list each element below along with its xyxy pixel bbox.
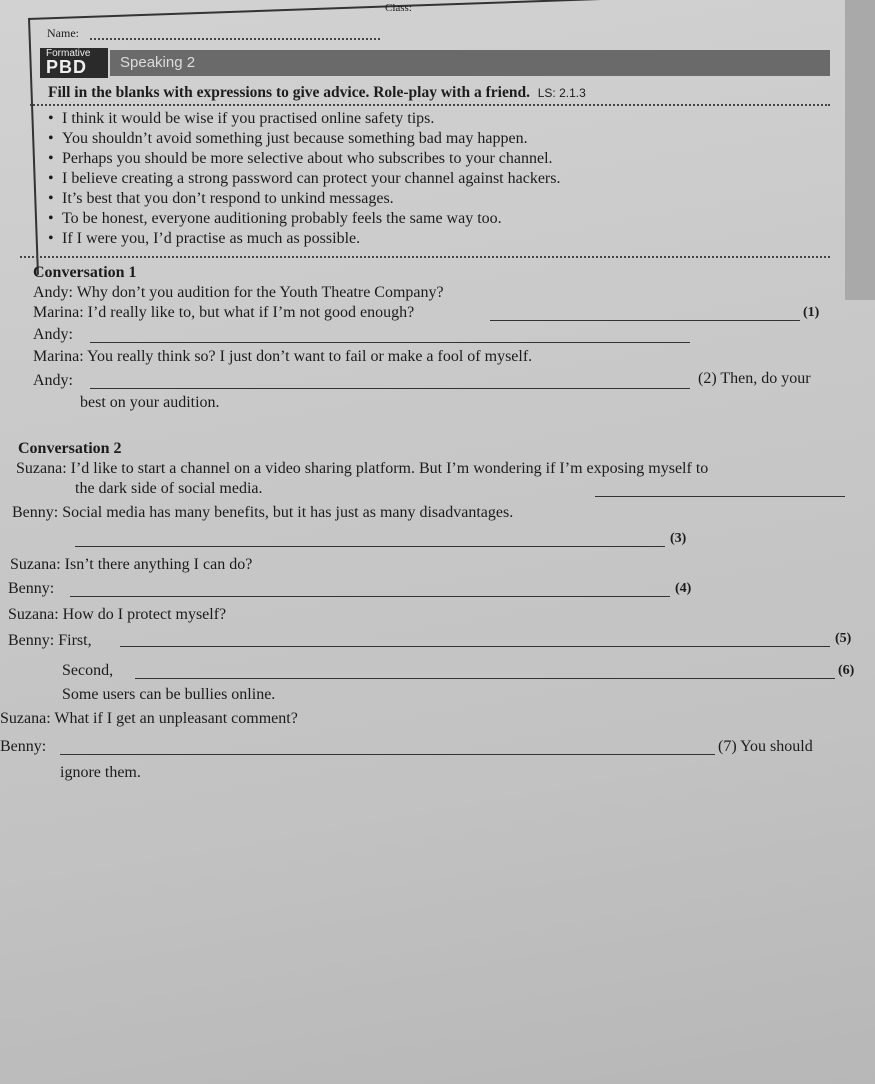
header-banner <box>110 50 830 76</box>
blank-7[interactable] <box>60 754 715 755</box>
expression-item: • You shouldn’t avoid something just because something bad may happen. <box>62 130 528 148</box>
dialogue-line: Some users can be bullies online. <box>62 686 276 703</box>
dialogue-line: Suzana: Isn’t there anything I can do? <box>10 556 253 573</box>
ls-code: LS: 2.1.3 <box>537 86 586 100</box>
dialogue-line: the dark side of social media. <box>75 480 263 497</box>
dialogue-line: best on your audition. <box>80 394 220 411</box>
expression-item: • It’s best that you don’t respond to unkind messages. <box>62 190 394 208</box>
dialogue-line: Andy: Why don’t you audition for the Youth Theatre Company? <box>33 284 444 301</box>
dialogue-line: Suzana: What if I get an unpleasant comment? <box>0 710 298 727</box>
expression-item: • If I were you, I’d practise as much as possible. <box>62 230 360 248</box>
blank-number: (4) <box>675 581 692 596</box>
blank-number: (5) <box>835 631 852 646</box>
dialogue-line: Marina: You really think so? I just don’t want to fail or make a fool of myself. <box>33 348 533 365</box>
dialogue-line: Suzana: I’d like to start a channel on a video sharing platform. But I’m wondering if I’m exposing myself to <box>16 460 709 477</box>
divider <box>20 256 830 258</box>
expression-item: • To be honest, everyone auditioning probably feels the same way too. <box>62 210 502 228</box>
pbd-label: PBD <box>46 57 88 77</box>
speaker-label: Benny: <box>0 738 47 755</box>
divider <box>30 104 830 106</box>
conversation-2-title: Conversation 2 <box>18 440 122 457</box>
blank-4[interactable] <box>70 596 670 597</box>
dialogue-line: ignore them. <box>60 764 141 781</box>
dialogue-line: Benny: First, <box>8 632 92 649</box>
speaker-label: Benny: <box>8 580 55 597</box>
name-field[interactable] <box>90 38 380 40</box>
blank-6[interactable] <box>135 678 835 679</box>
name-label: Name: <box>47 26 79 40</box>
conversation-1-title: Conversation 1 <box>33 264 137 281</box>
expression-item: • Perhaps you should be more selective about who subscribes to your channel. <box>62 150 553 168</box>
blank-line[interactable] <box>595 496 845 497</box>
speaker-label: Andy: <box>33 326 73 343</box>
blank-number: (7) You should <box>718 738 813 755</box>
dialogue-line: Marina: I’d really like to, but what if I’m not good enough? <box>33 304 415 321</box>
dialogue-line: Benny: Social media has many benefits, but it has just as many disadvantages. <box>12 504 514 521</box>
expression-item: • I think it would be wise if you practised online safety tips. <box>62 110 434 128</box>
instruction <box>48 84 586 102</box>
dialogue-line: Second, <box>62 662 114 679</box>
blank-number: (6) <box>838 663 855 678</box>
class-label: Class: <box>385 2 412 14</box>
blank-3[interactable] <box>75 546 665 547</box>
instruction-text: Fill in the blanks with expressions to give advice. Role-play with a friend. <box>48 84 530 101</box>
section-title: Speaking 2 <box>120 54 196 71</box>
formative-label: Formative <box>46 48 91 59</box>
expression-item: • I believe creating a strong password can protect your channel against hackers. <box>62 170 560 188</box>
blank-line[interactable] <box>90 342 690 343</box>
speaker-label: Andy: <box>33 372 73 389</box>
blank-number: (3) <box>670 531 687 546</box>
dialogue-line: Suzana: How do I protect myself? <box>8 606 227 623</box>
blank-2[interactable] <box>90 388 690 389</box>
blank-1[interactable] <box>490 320 800 321</box>
pbd-badge <box>40 48 108 78</box>
page-edge <box>845 0 875 300</box>
blank-number: (2) Then, do your <box>698 370 811 387</box>
blank-5[interactable] <box>120 646 830 647</box>
blank-number: (1) <box>803 305 820 320</box>
